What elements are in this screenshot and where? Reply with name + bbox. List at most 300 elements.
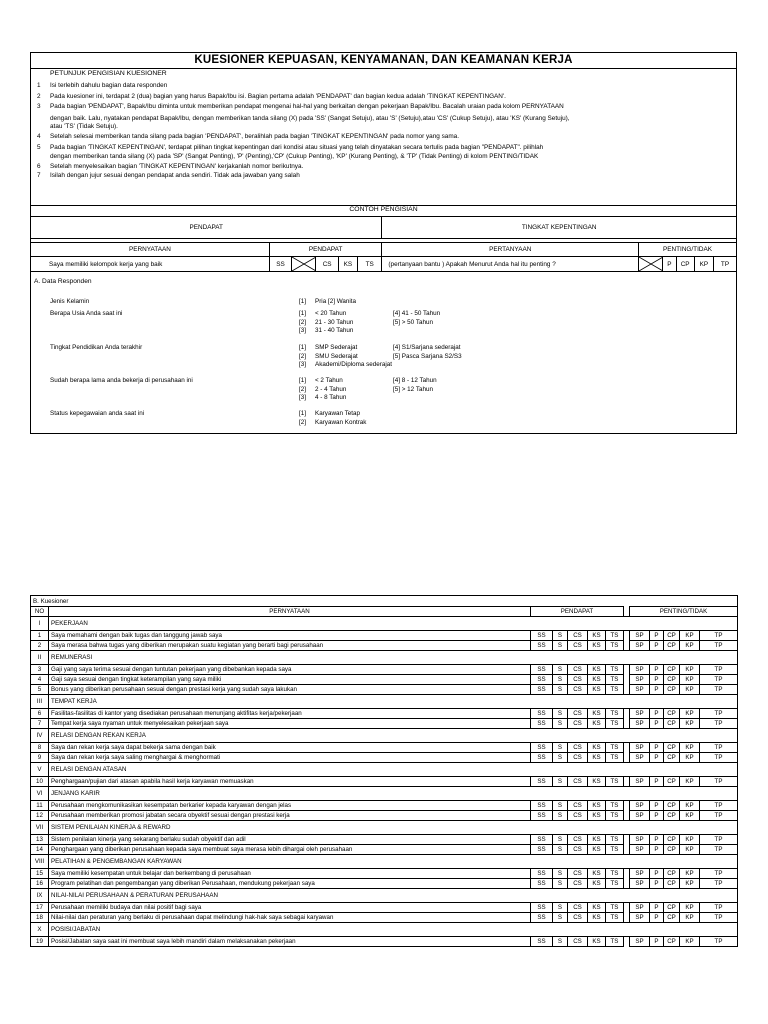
pendapat-option[interactable]: KS [588,835,606,845]
cross-mark-icon [292,257,316,271]
pendapat-option[interactable]: CS [568,937,588,947]
pendapat-option[interactable]: TS [606,743,624,753]
penting-option[interactable]: SP [630,743,650,753]
penting-option[interactable]: SP [630,937,650,947]
pendapat-option[interactable]: S [553,937,568,947]
option-code[interactable]: [3] [299,394,307,401]
pendapat-option[interactable]: S [553,685,568,695]
penting-option[interactable]: P [650,709,664,719]
penting-option[interactable]: P [650,913,664,923]
penting-option[interactable]: SP [630,913,650,923]
question-row [31,641,738,651]
penting-option[interactable]: CP [664,879,680,889]
penting-option[interactable]: CP [664,753,680,763]
question-text: Posisi/Jabatan saya saat ini membuat saya lebih mandiri dalam melaksanakan pekerjaan [49,937,531,947]
penting-option[interactable]: TP [700,801,738,811]
category-number: I [31,617,49,631]
penting-option[interactable]: P [650,811,664,821]
question-row [31,631,738,641]
pendapat-option[interactable]: KS [588,845,606,855]
penting-option[interactable]: P [650,685,664,695]
question-text: Gaji saya sesuai dengan tingkat keterampilan yang saya miliki [49,675,531,685]
penting-option[interactable]: P [650,835,664,845]
pendapat-option[interactable]: SS [531,709,553,719]
pendapat-option[interactable]: CS [568,685,588,695]
penting-option[interactable]: KP [680,913,700,923]
penting-option[interactable]: SP [630,675,650,685]
pendapat-option[interactable]: CS [568,709,588,719]
example-opt-cp: CP [676,257,694,272]
pendapat-option[interactable]: SS [531,835,553,845]
option-label: Akademi/Diploma sederajat [315,361,392,368]
penting-option[interactable]: SP [630,665,650,675]
penting-option[interactable]: KP [680,631,700,641]
penting-option[interactable]: KP [680,869,700,879]
pendapat-option[interactable]: TS [606,879,624,889]
penting-option[interactable]: CP [664,665,680,675]
pendapat-option[interactable]: S [553,845,568,855]
category-number: IV [31,729,49,743]
penting-option[interactable]: P [650,743,664,753]
penting-option[interactable]: TP [700,835,738,845]
penting-option[interactable]: TP [700,777,738,787]
question-number: 11 [31,801,49,811]
respondent-field-label: Status kepegawaian anda saat ini [50,410,145,417]
example-opt-ts: TS [358,257,382,272]
pernyataan-header: PERNYATAAN [49,607,531,617]
pendapat-option[interactable]: TS [606,675,624,685]
option-label: [4] 8 - 12 Tahun [393,377,437,384]
penting-option[interactable]: KP [680,641,700,651]
pendapat-option[interactable]: SS [531,777,553,787]
pendapat-option[interactable]: S [553,835,568,845]
penting-option[interactable]: P [650,753,664,763]
pendapat-option[interactable]: SS [531,719,553,729]
pendapat-option[interactable]: SS [531,937,553,947]
instruction-text: dengan memberikan tanda silang (X) pada 'SP' (Sangat Penting), 'P' (Penting),'CP' (Cukup Penting), 'KP' (Kurang Penting), & 'TP' (Tidak Penting) di kolom PENTING/TIDAK [50,153,539,160]
penting-option[interactable]: SP [630,869,650,879]
pendapat-option[interactable]: TS [606,835,624,845]
penting-option[interactable]: TP [700,903,738,913]
question-number: 1 [31,631,49,641]
penting-option[interactable]: P [650,903,664,913]
question-number: 18 [31,913,49,923]
category-number: IX [31,889,49,903]
pendapat-option[interactable]: S [553,743,568,753]
category-row [31,729,738,743]
penting-option[interactable]: P [650,777,664,787]
pendapat-option[interactable]: KS [588,665,606,675]
pendapat-option[interactable]: S [553,801,568,811]
instruction-text: Pada kuesioner ini, terdapat 2 (dua) bagian yang harus Bapak/Ibu isi. Bagian pertama adalah 'PENDAPAT' dan bagian kedua adalah 'TINGKAT KEPENTINGAN'. [50,93,506,100]
penting-option[interactable]: TP [700,631,738,641]
pendapat-option[interactable]: KS [588,631,606,641]
example-opt-sp-crossed [639,257,663,272]
instruction-text: Setelah selesai memberikan tanda silang pada bagian 'PENDAPAT', beralihlah pada bagian 'TINGKAT KEPENTINGAN' pada nomor yang sama. [50,133,460,140]
example-heading: CONTOH PENGISIAN [349,206,418,213]
penting-option[interactable]: P [650,641,664,651]
question-text: Penghargaan/pujian dari atasan apabila hasil kerja karyawan memuaskan [49,777,531,787]
penting-option[interactable]: KP [680,879,700,889]
question-text: Perusahaan memberikan promosi jabatan secara obyektif sesuai dengan prestasi kerja [49,811,531,821]
penting-option[interactable]: KP [680,665,700,675]
pendapat-option[interactable]: TS [606,869,624,879]
question-number: 14 [31,845,49,855]
penting-option[interactable]: SP [630,631,650,641]
pendapat-option[interactable]: KS [588,811,606,821]
pendapat-option[interactable]: CS [568,811,588,821]
penting-option[interactable]: SP [630,801,650,811]
instructions-heading: PETUNJUK PENGISIAN KUESIONER [50,70,167,77]
instruction-number: 5 [37,144,41,151]
pendapat-option[interactable]: CS [568,631,588,641]
pendapat-option[interactable]: KS [588,903,606,913]
question-text: Saya dan rekan kerja saya saling menghargai & menghormati [49,753,531,763]
option-code[interactable]: [3] [299,361,307,368]
category-row [31,763,738,777]
divider [31,68,736,69]
pendapat-option[interactable]: S [553,719,568,729]
example-opt-cs: CS [316,257,338,272]
pendapat-option[interactable]: TS [606,801,624,811]
penting-option[interactable]: SP [630,835,650,845]
pendapat-option[interactable]: KS [588,777,606,787]
penting-option[interactable]: CP [664,903,680,913]
pendapat-option[interactable]: KS [588,753,606,763]
category-name: SISTEM PENILAIAN KINERJA & REWARD [49,821,738,835]
penting-option[interactable]: CP [664,937,680,947]
penting-option[interactable]: KP [680,685,700,695]
penting-option[interactable]: P [650,665,664,675]
pendapat-option[interactable]: SS [531,743,553,753]
penting-option[interactable]: TP [700,845,738,855]
penting-option[interactable]: CP [664,835,680,845]
penting-option[interactable]: KP [680,811,700,821]
pendapat-option[interactable]: TS [606,777,624,787]
pendapat-option[interactable]: S [553,709,568,719]
option-code[interactable]: [2] [299,385,307,393]
penting-option[interactable]: CP [664,631,680,641]
pendapat-option[interactable]: CS [568,743,588,753]
penting-option[interactable]: SP [630,845,650,855]
pendapat-option[interactable]: SS [531,879,553,889]
penting-option[interactable]: SP [630,719,650,729]
instruction-number: 4 [37,133,41,140]
pendapat-option[interactable]: S [553,811,568,821]
penting-option[interactable]: KP [680,845,700,855]
instruction-text: Isilah dengan jujur sesuai dengan pendapat anda sendiri. Tidak ada jawaban yang salah [50,172,300,179]
penting-option[interactable]: TP [700,641,738,651]
instruction-number: 1 [37,82,41,89]
penting-option[interactable]: P [650,869,664,879]
category-row [31,923,738,937]
question-text: Saya memiliki kesempatan untuk belajar dan berkembang di perusahaan [49,869,531,879]
penting-option[interactable]: CP [664,743,680,753]
penting-option[interactable]: KP [680,801,700,811]
pendapat-option[interactable]: SS [531,845,553,855]
penting-option[interactable]: CP [664,913,680,923]
respondent-field-label: Berapa Usia Anda saat ini [50,310,123,317]
question-number: 16 [31,879,49,889]
option-code[interactable]: [2] [299,418,307,426]
example-table [31,216,736,272]
penting-option[interactable]: TP [700,937,738,947]
pendapat-option[interactable]: CS [568,801,588,811]
penting-option[interactable]: TP [700,665,738,675]
question-row [31,743,738,753]
option-code[interactable]: [1] [299,298,307,305]
pendapat-option[interactable]: CS [568,869,588,879]
penting-option[interactable]: SP [630,685,650,695]
option-label: < 20 Tahun [315,310,347,317]
category-row [31,617,738,631]
pendapat-option[interactable]: CS [568,845,588,855]
pendapat-option[interactable]: S [553,665,568,675]
penting-option[interactable]: KP [680,777,700,787]
questionnaire-page-2 [30,595,737,1024]
cross-mark-icon [639,257,663,271]
example-opt-ss: SS [269,257,291,272]
instruction-text: Isi terlebih dahulu bagian data responden [50,82,168,89]
pendapat-option[interactable]: KS [588,743,606,753]
option-code[interactable]: [2] [299,352,307,360]
penting-option[interactable]: CP [664,869,680,879]
pendapat-option[interactable]: KS [588,913,606,923]
instruction-text: Pada bagian 'TINGKAT KEPENTINGAN', terdapat pilihan tingkat kepentingan dari kondisi atau situasi yang telah dinyatakan secara tertulis pada bagian "PENDAPAT". pilihlah [50,144,544,151]
pendapat-option[interactable]: TS [606,709,624,719]
pendapat-option[interactable]: S [553,903,568,913]
penting-option[interactable]: SP [630,903,650,913]
pendapat-option[interactable]: SS [531,675,553,685]
penting-option[interactable]: P [650,937,664,947]
pendapat-option[interactable]: TS [606,631,624,641]
pendapat-option[interactable]: S [553,879,568,889]
pendapat-option[interactable]: KS [588,641,606,651]
category-name: NILAI-NILAI PERUSAHAAN & PERATURAN PERUSAHAAN [49,889,738,903]
penting-option[interactable]: P [650,631,664,641]
pendapat-option[interactable]: CS [568,913,588,923]
respondent-field-label: Tingkat Pendidikan Anda terakhir [50,344,143,351]
pendapat-option[interactable]: SS [531,685,553,695]
pendapat-option[interactable]: CS [568,719,588,729]
instruction-number: 2 [37,93,41,100]
penting-option[interactable]: CP [664,719,680,729]
pendapat-option[interactable]: SS [531,869,553,879]
pendapat-option[interactable]: TS [606,685,624,695]
category-name: PELATIHAN & PENGEMBANGAN KARYAWAN [49,855,738,869]
question-text: Saya dan rekan kerja saya dapat bekerja sama dengan baik [49,743,531,753]
option-label: [5] > 12 Tahun [393,385,433,393]
penting-option[interactable]: CP [664,845,680,855]
penting-option[interactable]: P [650,845,664,855]
pendapat-option[interactable]: SS [531,913,553,923]
pendapat-option[interactable]: SS [531,631,553,641]
section-a-heading: A. Data Responden [34,278,92,285]
penting-option[interactable]: TP [700,709,738,719]
example-opt-ks: KS [338,257,357,272]
question-text: Saya memahami dengan baik tugas dan tanggung jawab saya [49,631,531,641]
option-label: [4] 41 - 50 Tahun [393,310,441,317]
penting-option[interactable]: SP [630,753,650,763]
category-name: RELASI DENGAN ATASAN [49,763,738,777]
example-question: (pertanyaan bantu ) Apakah Menurut Anda hal itu penting ? [382,257,639,272]
penting-option[interactable]: SP [630,879,650,889]
pendapat-option[interactable]: KS [588,709,606,719]
question-text: Bonus yang diberikan perusahaan sesuai dengan prestasi kerja yang sudah saya lakukan [49,685,531,695]
question-text: Saya merasa bahwa tugas yang diberikan merupakan suatu kegiatan yang berarti bagi perusahaan [49,641,531,651]
pendapat-option[interactable]: CS [568,753,588,763]
penting-option[interactable]: KP [680,719,700,729]
option-code[interactable]: [2] [299,318,307,326]
penting-option[interactable]: CP [664,685,680,695]
pendapat-option[interactable]: S [553,675,568,685]
penting-option[interactable]: P [650,719,664,729]
pendapat-option[interactable]: SS [531,753,553,763]
penting-option[interactable]: TP [700,743,738,753]
penting-option[interactable]: TP [700,869,738,879]
penting-tidak-header: PENTING/TIDAK [630,607,738,617]
pendapat-option[interactable]: TS [606,641,624,651]
penting-option[interactable]: TP [700,719,738,729]
category-name: PEKERJAAN [49,617,738,631]
question-row [31,869,738,879]
penting-option[interactable]: CP [664,641,680,651]
pendapat-option[interactable]: TS [606,845,624,855]
section-b-heading: B. Kuesioner [31,596,738,607]
penting-option[interactable]: TP [700,913,738,923]
penting-option[interactable]: TP [700,675,738,685]
option-label: < 2 Tahun [315,377,343,384]
pendapat-option[interactable]: SS [531,641,553,651]
pendapat-option[interactable]: CS [568,777,588,787]
penting-option[interactable]: KP [680,743,700,753]
penting-option[interactable]: KP [680,675,700,685]
pendapat-option[interactable]: CS [568,903,588,913]
question-row [31,835,738,845]
category-row [31,855,738,869]
question-row [31,903,738,913]
pendapat-option[interactable]: S [553,869,568,879]
pendapat-option[interactable]: KS [588,719,606,729]
penting-option[interactable]: TP [700,753,738,763]
option-code[interactable]: [1] [299,377,307,384]
pendapat-option[interactable]: TS [606,753,624,763]
penting-option[interactable]: SP [630,709,650,719]
pendapat-option[interactable]: CS [568,665,588,675]
category-number: VI [31,787,49,801]
penting-option[interactable]: SP [630,641,650,651]
pendapat-option[interactable]: TS [606,665,624,675]
pendapat-option[interactable]: S [553,641,568,651]
pendapat-header: PENDAPAT [31,217,382,239]
pendapat-option[interactable]: CS [568,641,588,651]
question-text: Sistem penilaian kinerja yang sekarang berlaku sudah obyektif dan adil [49,835,531,845]
penting-option[interactable]: KP [680,937,700,947]
penting-option[interactable]: P [650,879,664,889]
option-code[interactable]: [3] [299,327,307,334]
instruction-number: 7 [37,172,41,179]
pendapat-option[interactable]: SS [531,903,553,913]
pendapat-option[interactable]: TS [606,719,624,729]
pendapat-option[interactable]: S [553,777,568,787]
category-row [31,821,738,835]
penting-option[interactable]: CP [664,801,680,811]
pendapat-option[interactable]: SS [531,811,553,821]
tingkat-kepentingan-header: TINGKAT KEPENTINGAN [382,217,736,239]
penting-option[interactable]: P [650,675,664,685]
instruction-text: Setelah menyelesaikan bagian 'TINGKAT KEPENTINGAN' kerjakanlah nomor berikutnya. [50,163,304,170]
category-row [31,889,738,903]
penting-option[interactable]: KP [680,835,700,845]
pendapat-option[interactable]: CS [568,675,588,685]
penting-option[interactable]: CP [664,675,680,685]
penting-option[interactable]: TP [700,811,738,821]
pendapat-option[interactable]: CS [568,879,588,889]
penting-option[interactable]: KP [680,709,700,719]
pendapat-option[interactable]: S [553,631,568,641]
pendapat-option[interactable]: TS [606,937,624,947]
question-text: Gaji yang saya terima sesuai dengan tuntutan pekerjaan yang dibebankan kepada saya [49,665,531,675]
pendapat-option[interactable]: S [553,753,568,763]
penting-option[interactable]: KP [680,903,700,913]
pendapat-option[interactable]: SS [531,665,553,675]
option-code[interactable]: [1] [299,410,307,417]
pendapat-option[interactable]: TS [606,913,624,923]
questionnaire-table [30,595,738,947]
penting-option[interactable]: SP [630,777,650,787]
penting-option[interactable]: CP [664,777,680,787]
option-code[interactable]: [1] [299,310,307,317]
penting-option[interactable]: TP [700,879,738,889]
question-number: 4 [31,675,49,685]
example-opt-kp: KP [694,257,713,272]
penting-option[interactable]: P [650,801,664,811]
pendapat-header: PENDAPAT [531,607,624,617]
category-name: TEMPAT KERJA [49,695,738,709]
instruction-text: Pada bagian 'PENDAPAT', Bapak/Ibu diminta untuk memberikan pendapat mengenai hal-hal yang berkaitan dengan pekerjaan Bapak/Ibu. Bacalah uraian pada kolom PERNYATAAN [50,103,564,110]
penting-option[interactable]: CP [664,811,680,821]
pendapat-option[interactable]: KS [588,879,606,889]
questionnaire-page-1 [30,52,737,434]
pendapat-option[interactable]: S [553,913,568,923]
category-row [31,787,738,801]
pendapat-option[interactable]: KS [588,869,606,879]
pendapat-option[interactable]: KS [588,675,606,685]
pendapat-option[interactable]: TS [606,811,624,821]
question-row [31,879,738,889]
penting-option[interactable]: CP [664,709,680,719]
pendapat-option[interactable]: KS [588,801,606,811]
example-statement: Saya memiliki kelompok kerja yang baik [31,257,269,272]
penting-option[interactable]: SP [630,811,650,821]
penting-option[interactable]: KP [680,753,700,763]
penting-option[interactable]: TP [700,685,738,695]
question-number: 17 [31,903,49,913]
option-code[interactable]: [1] [299,344,307,351]
question-text: Penghargaan yang diberikan perusahaan kepada saya membuat saya merasa lebih dihargai oleh perusahaan [49,845,531,855]
pendapat-option[interactable]: KS [588,937,606,947]
pendapat-option[interactable]: CS [568,835,588,845]
example-opt-tp: TP [714,257,736,272]
category-name: POSISI/JABATAN [49,923,738,937]
question-row [31,675,738,685]
question-number: 12 [31,811,49,821]
pendapat-option[interactable]: SS [531,801,553,811]
question-text: Tempat kerja saya nyaman untuk menyelesaikan pekerjaan saya [49,719,531,729]
question-row [31,811,738,821]
pendapat-option[interactable]: KS [588,685,606,695]
pendapat-option[interactable]: TS [606,903,624,913]
